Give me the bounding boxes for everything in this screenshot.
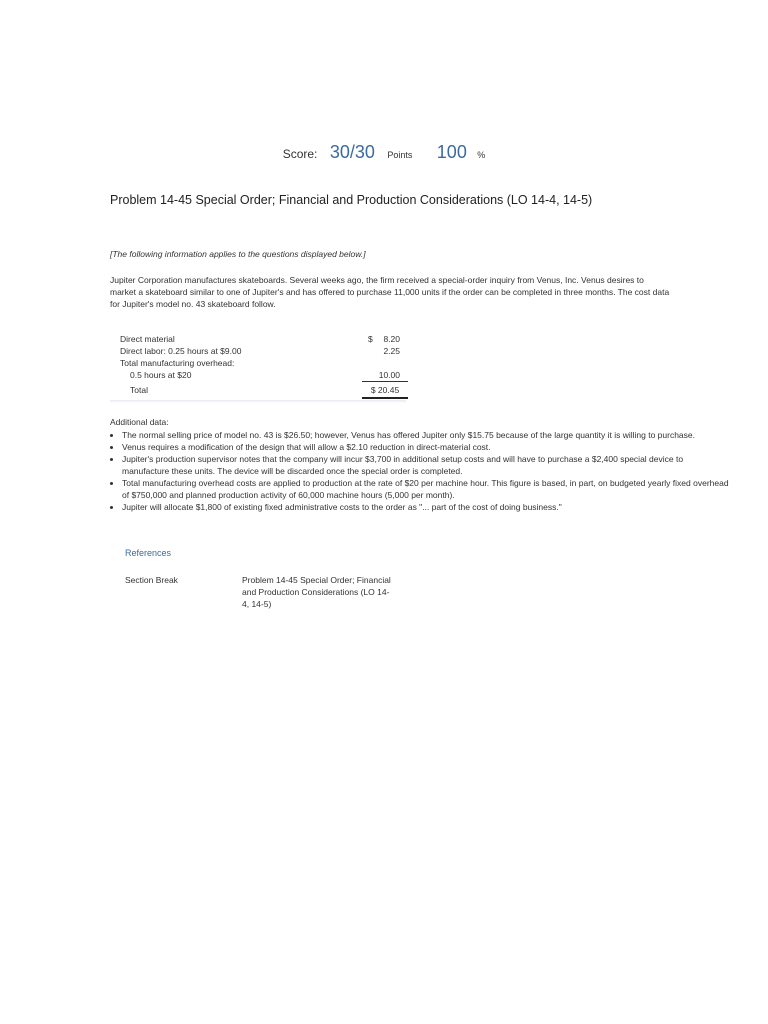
problem-description: Jupiter Corporation manufactures skateboards. Several weeks ago, the firm received a special-order inquiry from Venus, Inc. Venus desires to market a skateboard similar to one of Jupiter's and has offered to purchase 11,000 units if the order can be completed in three months. The cost data for Jupiter's model no. 43 skateboard follow. (110, 275, 670, 309)
direct-labor-value: 2.25 (383, 346, 400, 356)
currency-sign: $ (368, 334, 373, 344)
section-break-value: Problem 14-45 Special Order; Financial and Production Considerations (LO 14-4, 14-5) (242, 575, 391, 609)
score-summary (0, 142, 768, 163)
direct-labor-label: Direct labor: 0.25 hours at $9.00 (120, 346, 242, 356)
points-label: Points (387, 150, 413, 160)
total-label: Total (130, 385, 148, 395)
table-row (120, 333, 408, 345)
additional-data-title: Additional data: (110, 417, 169, 427)
list-item: • Venus requires a modification of the design that will allow a $2.10 reduction in direct-material cost. (122, 441, 732, 453)
cost-data-table (120, 333, 408, 397)
additional-data-list (110, 429, 732, 513)
section-break-label: Section Break (125, 575, 178, 585)
intro-note: [The following information applies to the questions displayed below.] (110, 249, 366, 259)
references-link[interactable]: References (125, 548, 172, 558)
table-row (120, 357, 408, 369)
table-divider (110, 400, 406, 403)
overhead-sub-value: 10.00 (378, 370, 400, 380)
list-item: • Jupiter's production supervisor notes that the company will incur $3,700 in additional setup costs and will have to purchase a $2,400 special device to manufacture these units. The device will be discarded once the special order is completed. (122, 453, 732, 477)
list-item: • Total manufacturing overhead costs are applied to production at the rate of $20 per machine hour. This figure is based, in part, on budgeted yearly fixed overhead of $750,000 and planned production activity of 60,000 machine hours (5,000 per month). (122, 477, 732, 501)
table-row-total (120, 383, 408, 397)
total-value: $ 20.45 (362, 383, 408, 399)
table-row (120, 345, 408, 357)
table-row (120, 369, 408, 381)
list-item: • Jupiter will allocate $1,800 of existing fixed administrative costs to the order as "... part of the cost of doing business." (122, 501, 732, 513)
overhead-sub-label: 0.5 hours at $20 (130, 370, 192, 380)
overhead-label: Total manufacturing overhead: (120, 358, 235, 368)
score-percent: 100 (436, 142, 467, 162)
score-value: 30/30 (329, 142, 375, 162)
direct-material-value: 8.20 (383, 334, 400, 344)
percent-sign: % (477, 150, 486, 160)
problem-title: Problem 14-45 Special Order; Financial and Production Considerations (LO 14-4, 14-5) (110, 193, 593, 207)
direct-material-label: Direct material (120, 334, 175, 344)
list-item: • The normal selling price of model no. 43 is $26.50; however, Venus has offered Jupiter only $15.75 because of the large quantity it is willing to purchase. (122, 429, 732, 441)
score-label: Score: (282, 147, 318, 161)
